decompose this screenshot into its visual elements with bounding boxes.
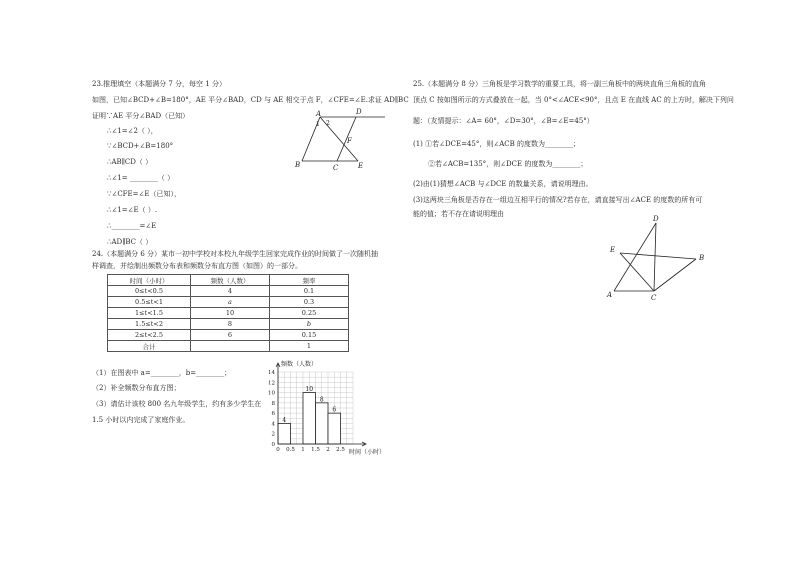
y-tick-label: 2 (271, 431, 275, 438)
label-c: C (333, 164, 339, 172)
label-f: F (347, 137, 352, 145)
bar-data-label: 4 (282, 416, 287, 424)
x-tick-label: 0.5 (286, 447, 295, 453)
label-angle-2: 2 (326, 120, 330, 127)
q24-question: （2）补全频数分布直方图； (92, 384, 181, 392)
q25-figure (600, 215, 710, 305)
q23-line: ∵∠BCD+∠B=180° (107, 142, 174, 150)
line-ec (620, 253, 654, 291)
q25-line: 题：（友情提示：∠A= 60°，∠D=30°，∠B=∠E=45°） (413, 117, 594, 125)
table-row (108, 319, 349, 330)
table-cell: 合计 (108, 341, 191, 352)
line-bc (654, 259, 696, 291)
x-axis-label: 时间（小时） (349, 449, 386, 456)
table-row (108, 308, 349, 319)
x-tick-label: 1.5 (311, 447, 320, 453)
table-cell: 2≤t<2.5 (108, 330, 191, 341)
q23-line: 如图，已知∠BCD+∠B=180°，AE 平分∠BAD，CD 与 AE 相交于点 F，∠CFE=∠E.求证 AD∥BC (92, 96, 409, 104)
table-cell: 8 (191, 319, 270, 330)
q25-line: 顶点 C 按如图所示的方式叠放在一起，当 0°<∠ACE<90°，且点 E 在直线 AC 的上方时，解决下列问 (413, 96, 734, 104)
table-cell: 0.3 (270, 297, 349, 308)
q24-line: 24.（本题满分 6 分）某市一初中学校对本校九年级学生回家完成作业的时间做了一次随机抽 (92, 250, 379, 258)
table-header: 时间（小时） (108, 275, 191, 286)
label-angle-1: 1 (316, 121, 320, 128)
table-row (108, 341, 349, 352)
x-tick-label: 0 (276, 447, 280, 453)
table-cell: 1.5≤t<2 (108, 319, 191, 330)
label-e: E (610, 246, 616, 254)
line-eb (620, 253, 696, 259)
q25-line: (1) ①若∠DCE=45°，则∠ACB 的度数为________； (413, 140, 581, 148)
table-cell: 1 (270, 341, 349, 352)
label-e: E (358, 162, 364, 170)
histogram-bar (328, 413, 341, 444)
q23-line: ∴∠1=∠2（ ）， (107, 127, 158, 135)
table-cell: 0.15 (270, 330, 349, 341)
line-dc (654, 223, 656, 291)
q23-line: 证明∵AE 平分∠BAD（已知） (92, 112, 190, 120)
q23-line: ∵∠CFE=∠E（已知）， (107, 190, 181, 198)
table-cell (191, 341, 270, 352)
table-cell: 1≤t<1.5 (108, 308, 191, 319)
table-cell: 0.1 (270, 286, 349, 297)
q23-line: ∴AB∥CD（ ） (107, 158, 153, 166)
table-cell: 0.5≤t<1 (108, 297, 191, 308)
y-tick-label: 4 (271, 421, 275, 428)
q25-line: (2)由(1)猜想∠ACB 与∠DCE 的数量关系，请说明理由。 (413, 180, 593, 188)
table-cell: 4 (191, 286, 270, 297)
table-row (108, 286, 349, 297)
q24-question: 1.5 小时以内完成了家庭作业。 (92, 416, 190, 424)
x-tick-label: 1 (301, 447, 305, 453)
table-header-row (108, 275, 349, 286)
y-tick-label: 10 (268, 390, 275, 397)
q25-line: 25.（本题满分 8 分）三角板是学习数学的重要工具，将一副三角板中的两块直角三角板的直角 (413, 80, 707, 88)
q23-figure (290, 105, 390, 175)
histogram-bar (278, 423, 291, 444)
y-tick-label: 12 (268, 380, 275, 387)
q24-question: （3）请估计该校 800 名九年级学生，约有多少学生在 (92, 400, 262, 408)
label-b: B (295, 161, 301, 169)
frequency-histogram (258, 358, 398, 458)
table-row (108, 330, 349, 341)
bar-data-label: 10 (305, 386, 314, 394)
bar-data-label: 8 (319, 396, 324, 404)
y-tick-label: 14 (268, 370, 275, 376)
table-header: 频数（人数） (191, 275, 270, 286)
histogram-bar (316, 403, 329, 444)
table-cell: b (270, 319, 349, 330)
table-cell: 10 (191, 308, 270, 319)
x-tick-label: 2.5 (336, 447, 345, 453)
y-tick-label: 6 (271, 411, 275, 418)
y-tick-label: 8 (271, 400, 275, 407)
table-cell: 0.25 (270, 308, 349, 319)
label-a: A (607, 291, 613, 299)
y-axis-label: 频数（人数） (281, 361, 318, 368)
table-cell: a (191, 297, 270, 308)
q24-question: （1）在图表中 a=________，b=________； (92, 369, 232, 377)
q25-line: (3)这两块三角板是否存在一组边互相平行的情况?若存在，请直接写出∠ACE 的度数的所有可 (413, 196, 703, 204)
label-b: B (699, 254, 705, 262)
histogram-bar (303, 393, 316, 444)
line-ad (614, 223, 656, 291)
q23-header: 23.推理填空（本题满分 7 分，每空 1 分） (92, 80, 226, 88)
label-c: C (651, 294, 657, 302)
bar-data-label: 6 (332, 406, 337, 414)
label-d: D (356, 108, 362, 116)
frequency-table (107, 274, 349, 352)
y-tick-label: 0 (271, 442, 275, 448)
q23-line: ∴∠1= ________（ ） (107, 174, 175, 182)
q23-line: ∴AD∥BC（ ） (107, 238, 153, 246)
x-tick-label: 2 (326, 447, 330, 453)
table-header: 频率 (270, 275, 349, 286)
table-row (108, 297, 349, 308)
label-d: D (653, 215, 659, 223)
table-cell: 6 (191, 330, 270, 341)
q24-line: 样调查，并绘制出频数分布表和频数分布直方图（如图）的一部分。 (92, 262, 302, 270)
q25-line: 能的值；若不存在请说明理由 (413, 210, 504, 218)
table-cell: 0≤t<0.5 (108, 286, 191, 297)
q23-line: ∴________=∠E (107, 222, 157, 230)
label-a: A (316, 110, 322, 118)
q25-line: ②若∠ACB=135°，则∠DCE 的度数为________； (428, 160, 588, 168)
q23-line: ∴∠1=∠E（ ）. (107, 206, 158, 214)
